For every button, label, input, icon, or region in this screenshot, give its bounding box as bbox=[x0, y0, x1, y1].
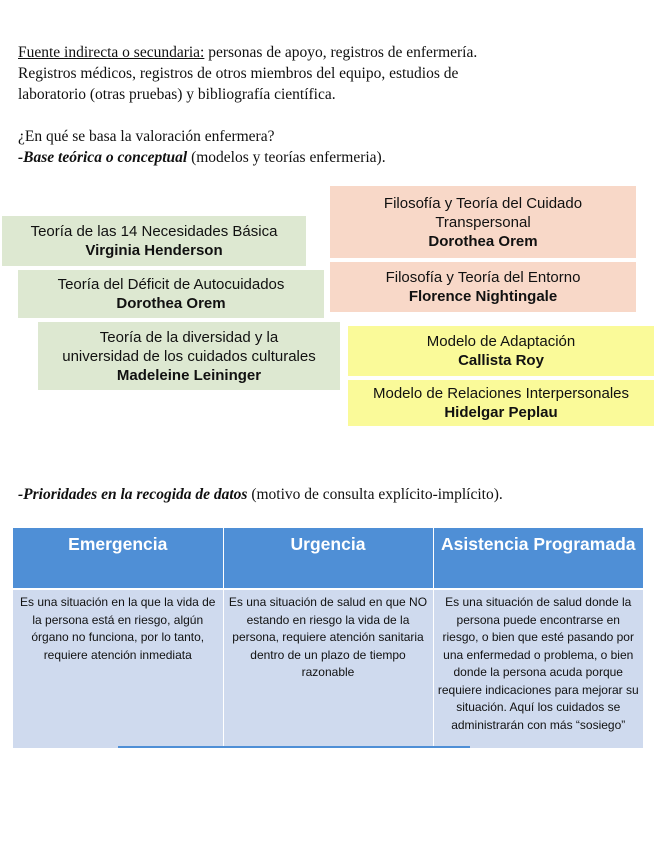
theory-author: Dorothea Orem bbox=[428, 232, 538, 250]
source-label: Fuente indirecta o secundaria: bbox=[18, 44, 205, 61]
theory-title: Modelo de Relaciones Interpersonales bbox=[373, 385, 629, 402]
theory-orem-deficit bbox=[18, 270, 324, 318]
header-emergencia: Emergencia bbox=[13, 528, 223, 589]
theory-title: Modelo de Adaptación bbox=[426, 333, 576, 350]
question-line: ¿En qué se basa la valoración enfermera? bbox=[18, 128, 275, 145]
base-text: (modelos y teorías enfermeria). bbox=[187, 149, 386, 166]
table-row bbox=[13, 589, 643, 748]
theory-author: Callista Roy bbox=[458, 352, 544, 369]
cell-urgencia: Es una situación de salud en que NO estando en riesgo la vida de la persona, requiere atención sanitaria dentro de un plazo de tiempo razonable bbox=[223, 589, 433, 748]
cell-asistencia-programada: Es una situación de salud donde la persona puede encontrarse en riesgo, o bien que esté pasando por una enfermedad o problema, o bien donde la persona acuda porque requiere indicaciones para mejorar su situación. Aquí los cuidados se administrarán con más “sosiego” bbox=[433, 589, 643, 748]
base-heading: -Base teórica o conceptual bbox=[18, 149, 188, 166]
theory-title-line1: Teoría de la diversidad y la bbox=[99, 328, 279, 346]
source-line-2: Registros médicos, registros de otros miembros del equipo, estudios de bbox=[18, 65, 459, 82]
theory-nightingale bbox=[330, 262, 636, 312]
theory-peplau bbox=[348, 380, 654, 426]
theory-henderson bbox=[2, 216, 306, 266]
source-line-3: laboratorio (otras pruebas) y bibliografía científica. bbox=[18, 86, 336, 103]
priorities-heading: -Prioridades en la recogida de datos bbox=[18, 486, 248, 503]
table-bottom-rule bbox=[118, 746, 470, 748]
theory-roy bbox=[348, 326, 654, 376]
theory-title: Filosofía y Teoría del Entorno bbox=[385, 269, 581, 286]
theory-author: Virginia Henderson bbox=[85, 242, 223, 259]
theory-leininger bbox=[38, 322, 340, 390]
header-asistencia-programada: Asistencia Programada bbox=[433, 528, 643, 589]
table-header-row bbox=[13, 528, 643, 589]
priorities-text: (motivo de consulta explícito-implícito). bbox=[247, 486, 503, 503]
theory-title: Teoría de las 14 Necesidades Básica bbox=[30, 223, 278, 240]
priorities-line bbox=[18, 484, 503, 505]
header-urgencia: Urgencia bbox=[223, 528, 433, 589]
theory-title: Teoría del Déficit de Autocuidados bbox=[57, 276, 285, 293]
theory-author: Florence Nightingale bbox=[408, 288, 558, 305]
theory-author: Dorothea Orem bbox=[116, 295, 226, 312]
theory-title-line1: Filosofía y Teoría del Cuidado bbox=[383, 194, 583, 212]
theory-transpersonal bbox=[330, 186, 636, 258]
theory-author: Madeleine Leininger bbox=[116, 366, 262, 384]
priorities-table bbox=[13, 528, 643, 748]
source-text: personas de apoyo, registros de enfermería. bbox=[204, 44, 478, 61]
source-line-1 bbox=[18, 42, 477, 63]
theory-author: Hidelgar Peplau bbox=[444, 404, 558, 421]
base-line bbox=[18, 147, 386, 168]
theory-title-line2: Transpersonal bbox=[435, 213, 531, 231]
cell-emergencia: Es una situación en la que la vida de la persona está en riesgo, algún órgano no funciona, por lo tanto, requiere atención inmediata bbox=[13, 589, 223, 748]
theory-title-line2: universidad de los cuidados culturales bbox=[62, 347, 316, 365]
